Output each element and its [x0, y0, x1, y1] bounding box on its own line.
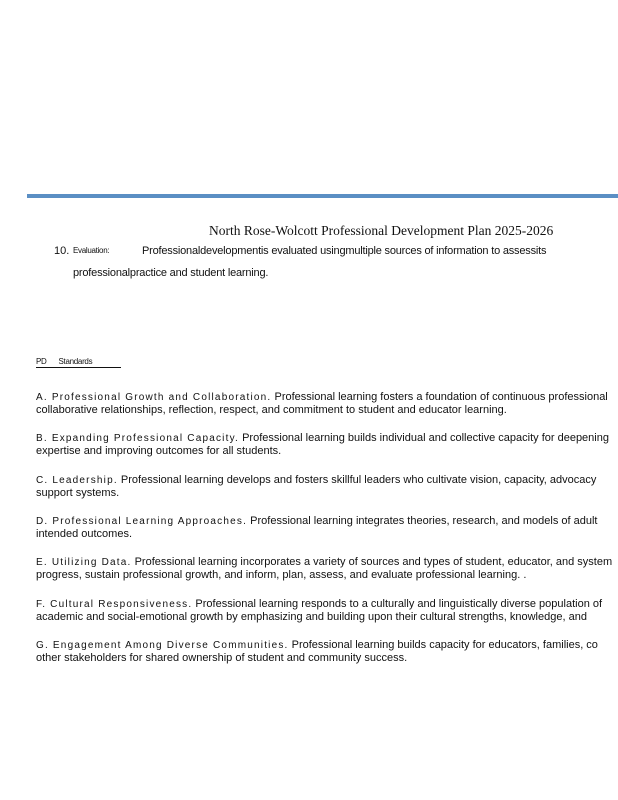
standard-g-line2: other stakeholders for shared ownership of student and community success.	[36, 652, 408, 664]
standards-heading	[36, 357, 121, 368]
standard-e-line1: Professional learning incorporates a variety of sources and types of student, educator, and system	[134, 556, 613, 568]
standard-f-line1: Professional learning responds to a culturally and linguistically diverse population of	[195, 598, 603, 610]
standard-g-line1: Professional learning builds capacity for educators, families, co	[291, 639, 598, 651]
evaluation-text-line2: professionalpractice and student learning.	[73, 267, 269, 279]
standard-c	[36, 474, 618, 500]
standard-b-line2: expertise and improving outcomes for all students.	[36, 445, 282, 457]
standard-b-lead: B. Expanding Professional Capacity.	[36, 433, 240, 444]
standard-f	[36, 598, 618, 624]
standard-a-line2: collaborative relationships, reflection, respect, and commitment to student and educator learning.	[36, 404, 507, 416]
standards-heading-pd: PD	[36, 357, 47, 366]
standard-g-lead: G. Engagement Among Diverse Communities.	[36, 640, 289, 651]
standards-heading-standards: Standards	[58, 357, 93, 366]
standard-a	[36, 391, 618, 417]
standard-f-line2: academic and social-emotional growth by emphasizing and building upon their cultural strengths, knowledge, and	[36, 611, 587, 623]
standard-b	[36, 432, 618, 458]
standard-e-line2: progress, sustain professional growth, and inform, plan, assess, and evaluate professional learning. .	[36, 569, 527, 581]
standard-d-line1: Professional learning integrates theories, research, and models of adult	[250, 515, 598, 527]
standard-d-line2: intended outcomes.	[36, 528, 133, 540]
header-divider-rule	[27, 194, 618, 198]
standard-a-lead: A. Professional Growth and Collaboration.	[36, 392, 272, 403]
standard-c-line1: Professional learning develops and fosters skillful leaders who cultivate vision, capacity, advocacy	[120, 474, 597, 486]
standard-e-lead: E. Utilizing Data.	[36, 557, 132, 568]
standard-d-lead: D. Professional Learning Approaches.	[36, 516, 248, 527]
standard-c-lead: C. Leadership.	[36, 475, 118, 486]
standard-c-line2: support systems.	[36, 487, 120, 499]
standard-a-line1: Professional learning fosters a foundation of continuous professional	[274, 391, 608, 403]
evaluation-text-line1: Professionaldevelopmentis evaluated usingmultiple sources of information to assessits	[142, 245, 547, 257]
evaluation-number: 10.	[54, 245, 70, 257]
page-title: North Rose-Wolcott Professional Development Plan 2025-2026	[209, 223, 554, 238]
standard-d	[36, 515, 618, 541]
standard-g	[36, 639, 618, 665]
standard-e	[36, 556, 618, 582]
evaluation-label: Evaluation:	[73, 246, 110, 255]
standard-b-line1: Professional learning builds individual and collective capacity for deepening	[242, 432, 609, 444]
standard-f-lead: F. Cultural Responsiveness.	[36, 599, 193, 610]
